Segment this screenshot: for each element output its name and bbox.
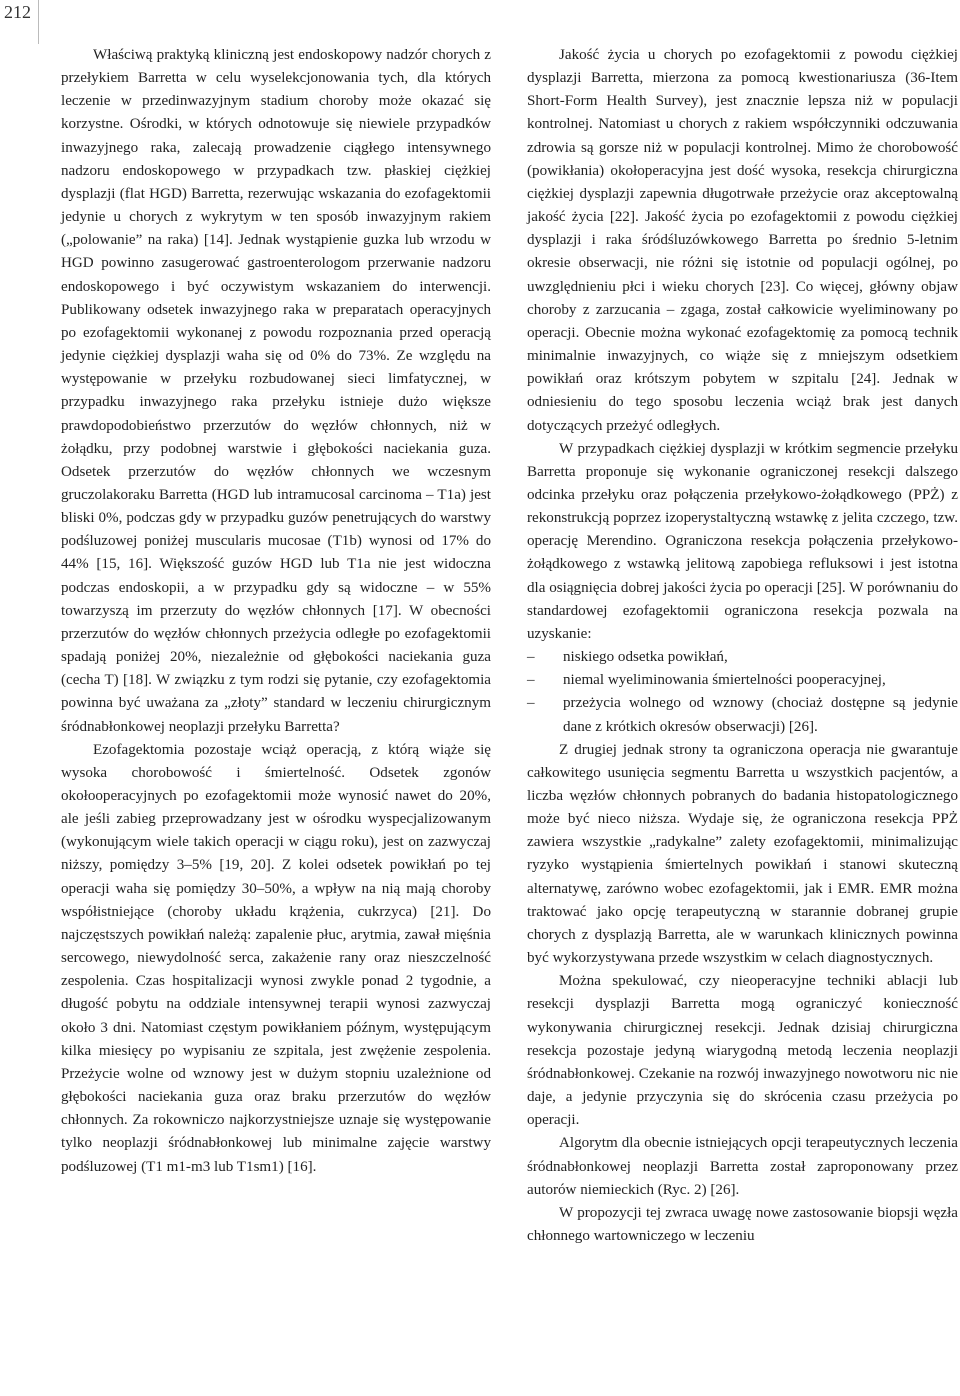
- list-item: – niemal wyeliminowania śmiertelności pooperacyjnej,: [527, 669, 958, 692]
- paragraph: Jakość życia u chorych po ezofagektomii z powodu ciężkiej dysplazji Barretta, mierzona za pomocą kwestionariusza (36-Item Short-Form Health Survey), jest znacznie lepsza niż w populacji kontrolnej. Natomiast u chorych z rakiem współczynniki odczuwania zdrowia są gorsze niż w populacji kontrolnej. Mimo że chorobowość (powikłania) okołoperacyjna jest dość wysoka, resekcja chirurgiczna ciężkiej dysplazji zapewnia długotrwałe przeżycie oraz akceptowalną jakość życia [22]. Jakość życia po ezofagektomii z powodu ciężkiej dysplazji i raka śródśluzówkowego Barretta po średnio 5-letnim okresie obserwacji, nie różni się istotnie od populacji ogólnej, po uwzględnieniu płci i wieku chorych [23]. Co więcej, główny objaw choroby z zarzucania – zgaga, został całkowicie wyeliminowany po operacji. Obecnie można wykonać ezofagektomię za pomocą technik minimalnie inwazyjnych, co wiąże się z mniejszym odsetkiem powikłań oraz krótszym pobytem w szpitalu [24]. Jednak w odniesieniu do tego sposobu leczenia wciąż brak jest danych dotyczących przeżyć odległych.: [527, 47, 958, 434]
- right-column: [527, 44, 958, 1248]
- left-column: [61, 44, 491, 1179]
- benefits-list: [527, 646, 958, 739]
- page-number: 212: [4, 2, 31, 22]
- paragraph: W propozycji tej zwraca uwagę nowe zastosowanie biopsji węzła chłonnego wartowniczego w leczeniu: [527, 1204, 958, 1244]
- folio-rule: [38, 0, 39, 44]
- list-item: – niskiego odsetka powikłań,: [527, 646, 958, 669]
- paragraph: Algorytm dla obecnie istniejących opcji terapeutycznych leczenia śródnabłonkowej neoplazji Barretta został zaproponowany przez autorów niemieckich (Ryc. 2) [26].: [527, 1135, 958, 1198]
- paragraph: Można spekulować, czy nieoperacyjne techniki ablacji lub resekcji dysplazji Barretta mogą ograniczyć konieczność wykonywania chirurgicznej resekcji. Jednak dzisiaj chirurgiczna resekcja pozostaje jedyną wiarygodną metodą leczenia neoplazji śródnabłonkowej. Czekanie na rozwój inwazyjnego nowotworu nic nie daje, a jedynie przyczynia się do skrócenia czasu przeżycia po operacji.: [527, 973, 958, 1129]
- paragraph: Z drugiej jednak strony ta ograniczona operacja nie gwarantuje całkowitego usunięcia segmentu Barretta u wszystkich pacjentów, a liczba węzłów chłonnych pobranych do badania histopatologicznego może być nieco niższa. Wydaje się, że ograniczona resekcja PPŻ zawiera wszystkie „radykalne” zalety ezofagektomii, minimalizując ryzyko wystąpienia śmiertelnych powikłań i stanowi skuteczną alternatywę, zarówno wobec ezofagektomii, jak i EMR. EMR można traktować jako opcję terapeutyczną w starannie dobranej grupie chorych z dysplazją Barretta, ale w warunkach klinicznych powinna być wykorzystywana przede wszystkim w celach diagnostycznych.: [527, 741, 958, 967]
- paragraph: Właściwą praktyką kliniczną jest endoskopowy nadzór chorych z przełykiem Barretta w celu wyselekcjonowania tych, dla których leczenie w przedinwazyjnym stadium choroby może okazać się korzystne. Ośrodki, w których odnotowuje się niewiele przypadków inwazyjnego raka, zalecają prowadzenie ciągłego intensywnego nadzoru endoskopowego w przypadkach tzw. płaskiej ciężkiej dysplazji (flat HGD) Barretta, rezerwując wskazania do ezofagektomii jedynie u chorych z wykrytym w ten sposób inwazyjnym rakiem („polowanie” na raka) [14]. Jednak wystąpienie guzka lub wrzodu w HGD powinno zasugerować gastroenterologom przerwanie nadzoru endoskopowego i być oczywistym wskazaniem do interwencji. Publikowany odsetek inwazyjnego raka w preparatach operacyjnych po ezofagektomii wykonanej z powodu rozpoznania przed operacją jedynie ciężkiej dysplazji waha się od 0% do 73%. Ze względu na występowanie w przełyku rozbudowanej sieci limfatycznej, w przypadku inwazyjnego raka przełyku istnieje dużo większe prawdopodobieństwo przerzutów do węzłów chłonnych, niż w żołądku, przy podobnej warstwie i głębokości naciekania guza. Odsetek przerzutów do węzłów chłonnych we wczesnym gruczolakoraku Barretta (HGD lub intramucosal carcinoma – T1a) jest bliski 0%, podczas gdy w przypadku guzów penetrujących do warstwy podśluzowej poniżej muscularis mucosae (T1b) wynosi od 17% do 44% [15, 16]. Większość guzów HGD lub T1a nie jest widoczna podczas endoskopii, a w przypadku gdy są widoczne – w 55% towarzyszą im przerzuty do węzłów chłonnych [17]. W obecności przerzutów do węzłów chłonnych przeżycia odległe po ezofagektomii spadają poniżej 20%, niezależnie od głębokości naciekania guza (cecha T) [18]. W związku z tym rodzi się pytanie, czy ezofagektomia powinna być uważana za „złoty” standard w leczeniu chirurgicznym śródnabłonkowej neoplazji przełyku Barretta?: [61, 47, 491, 735]
- folio: [0, 0, 40, 40]
- paragraph: Ezofagektomia pozostaje wciąż operacją, z którą wiąże się wysoka chorobowość i śmiertelność. Odsetek zgonów okołooperacyjnych po ezofagektomii może wynosić nawet do 20%, ale jeśli zabieg przeprowadzany jest w ośrodku wyspecjalizowanym (wykonującym wiele takich operacji w ciągu roku), jest on zazwyczaj niższy, pomiędzy 3–5% [19, 20]. Z kolei odsetek powikłań po tej operacji waha się pomiędzy 30–50%, a wpływ na nią mają choroby współistniejące (choroby układu krążenia, cukrzyca) [21]. Do najczęstszych powikłań należą: zapalenie płuc, arytmia, zawał mięśnia sercowego, niewydolność serca, zakażenie rany oraz nieszczelność zespolenia. Czas hospitalizacji wynosi zwykle ponad 2 tygodnie, a długość pobytu na oddziale intensywnej terapii wynosi zazwyczaj około 3 dni. Natomiast częstym powikłaniem późnym, występującym kilka miesięcy po wypisaniu ze szpitala, jest zwężenie zespolenia. Przeżycie wolne od wznowy jest w dużym stopniu uzależnione od głębokości naciekania guza oraz braku przerzutów do węzłów chłonnych. Za rokowniczo najkorzystniejsze uznaje się występowanie tylko neoplazji śródnabłonkowej lub minimalne zajęcie warstwy podśluzowej (T1 m1-m3 lub T1sm1) [16].: [61, 741, 491, 1175]
- list-item: – przeżycia wolnego od wznowy (chociaż dostępne są jedynie dane z krótkich okresów obserwacji) [26].: [527, 692, 958, 738]
- paragraph: W przypadkach ciężkiej dysplazji w krótkim segmencie przełyku Barretta proponuje się wykonanie ograniczonej resekcji dalszego odcinka przełyku oraz połączenia przełykowo-żołądkowego (PPŻ) z rekonstrukcją poprzez izoperystaltyczną wstawkę z jelita czczego, tzw. operację Merendino. Ograniczona resekcja połączenia przełykowo-żołądkowego z wstawką jelitową zapobiega refluksowi i jest istotna dla osiągnięcia dobrej jakości życia po operacji [25]. W porównaniu do standardowej ezofagektomii ograniczona resekcja pozwala na uzyskanie:: [527, 440, 958, 642]
